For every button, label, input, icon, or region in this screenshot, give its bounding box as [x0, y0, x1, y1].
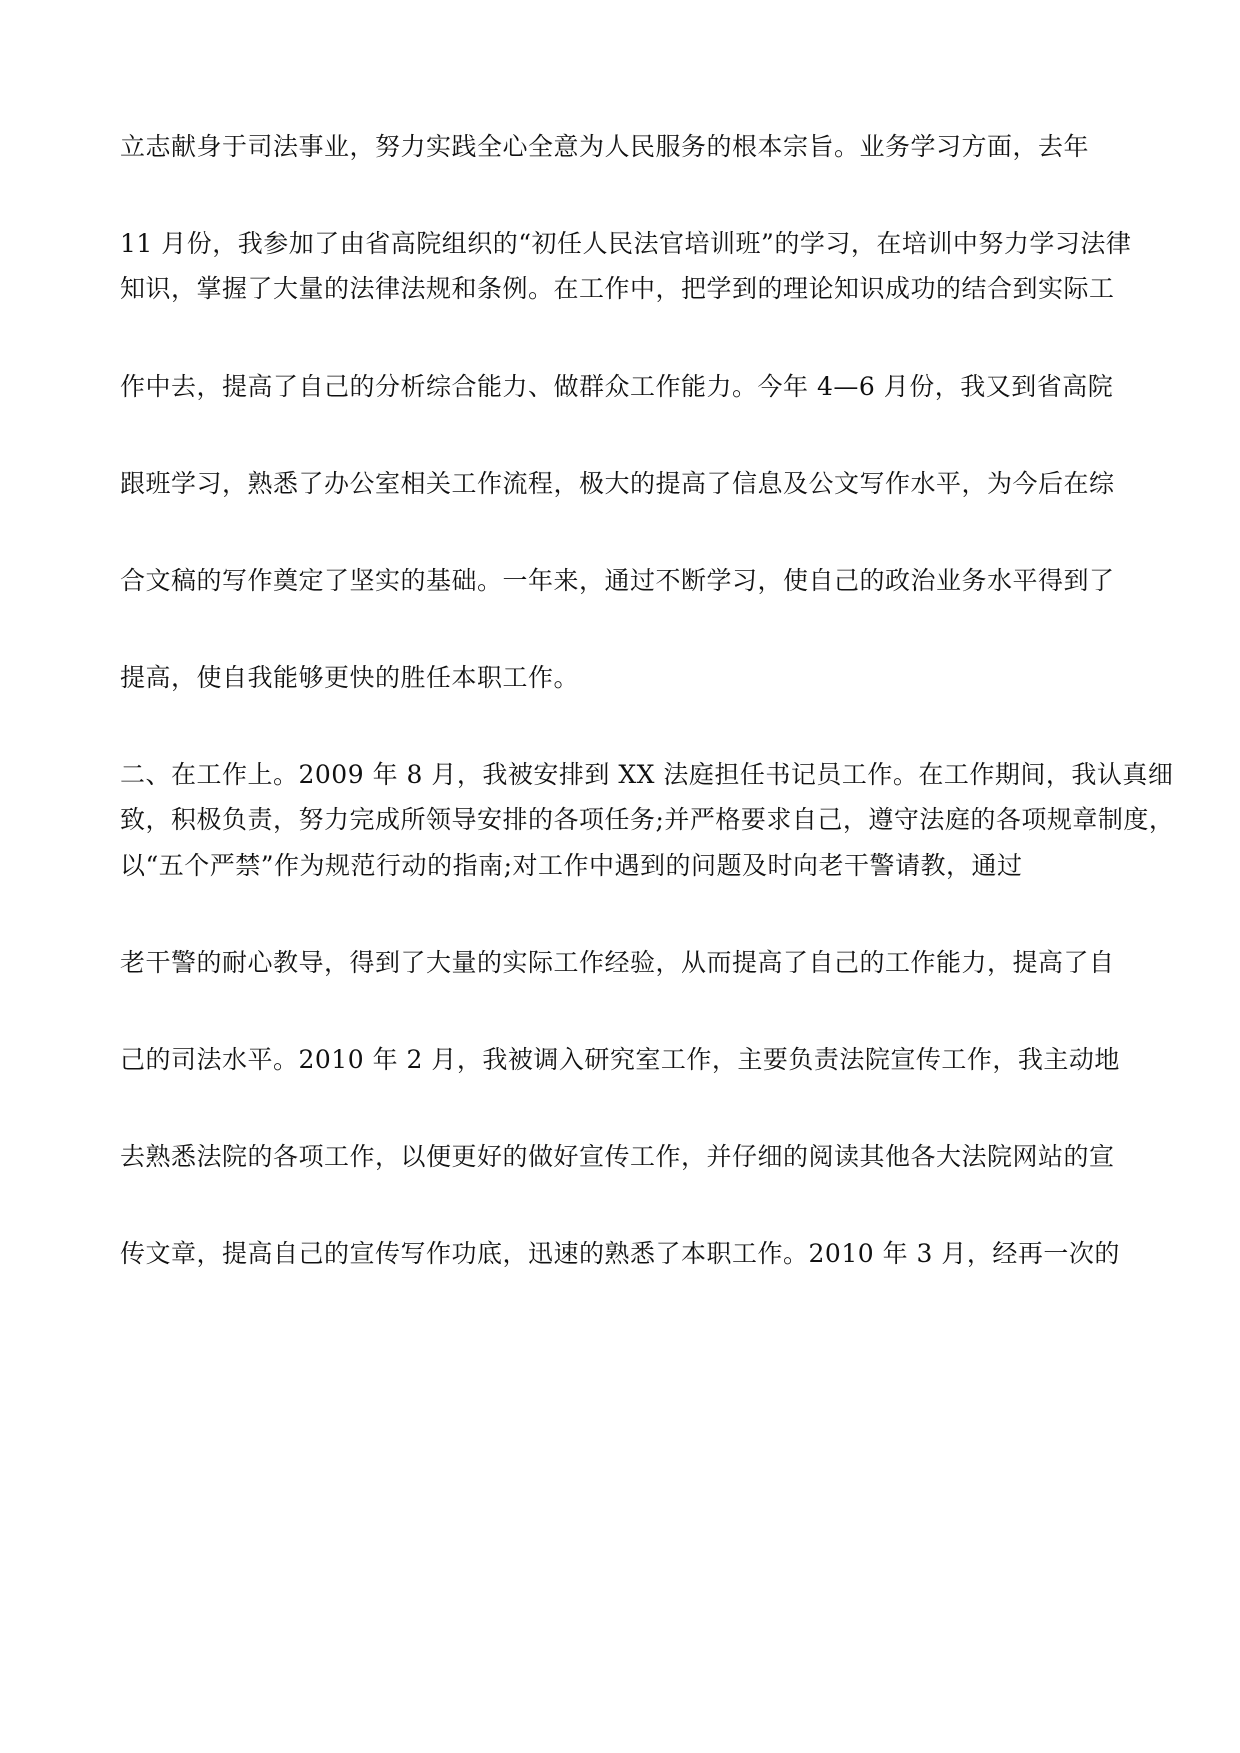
text-line-5: 跟班学习，熟悉了办公室相关工作流程，极大的提高了信息及公文写作水平，为今后在综 [120, 469, 1115, 498]
text-line-9: 致，积极负责，努力完成所领导安排的各项任务;并严格要求自己，遵守法庭的各项规章制度， [120, 805, 1175, 834]
text-line-3: 知识，掌握了大量的法律法规和条例。在工作中，把学到的理论知识成功的结合到实际工 [120, 274, 1115, 303]
text-line-1: 立志献身于司法事业，努力实践全心全意为人民服务的根本宗旨。业务学习方面，去年 [120, 132, 1090, 161]
text-line-12: 己的司法水平。2010 年 2 月，我被调入研究室工作，主要负责法院宣传工作，我主动地 [120, 1045, 1120, 1074]
text-line-4: 作中去，提高了自己的分析综合能力、做群众工作能力。今年 4—6 月份，我又到省高院 [120, 372, 1114, 401]
text-line-6: 合文稿的写作奠定了坚实的基础。一年来，通过不断学习，使自己的政治业务水平得到了 [120, 566, 1115, 595]
text-line-7: 提高，使自我能够更快的胜任本职工作。 [120, 663, 580, 692]
text-line-10: 以“五个严禁”作为规范行动的指南;对工作中遇到的问题及时向老干警请教，通过 [120, 851, 1023, 880]
text-line-11: 老干警的耐心教导，得到了大量的实际工作经验，从而提高了自己的工作能力，提高了自 [120, 948, 1115, 977]
text-line-13: 去熟悉法院的各项工作，以便更好的做好宣传工作，并仔细的阅读其他各大法院网站的宣 [120, 1142, 1115, 1171]
text-line-8: 二、在工作上。2009 年 8 月，我被安排到 XX 法庭担任书记员工作。在工作期间，我认真细 [120, 760, 1174, 789]
text-line-14: 传文章，提高自己的宣传写作功底，迅速的熟悉了本职工作。2010 年 3 月，经再一次的 [120, 1239, 1120, 1268]
text-line-2: 11 月份，我参加了由省高院组织的“初任人民法官培训班”的学习，在培训中努力学习法律 [120, 229, 1132, 258]
